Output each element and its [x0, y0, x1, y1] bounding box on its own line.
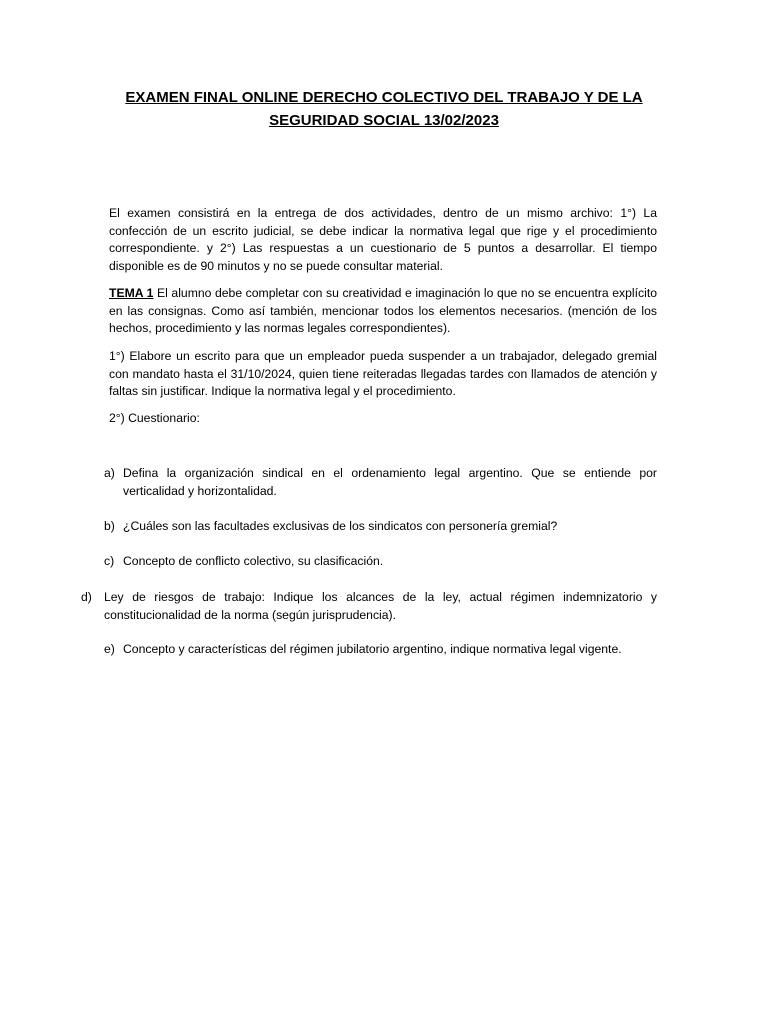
list-marker: e)	[104, 642, 115, 656]
tema-text: El alumno debe completar con su creatividad e imaginación lo que no se encuentra explícito en las consignas. Como así también, mencionar todos los elementos necesarios. (mención de los hechos, procedimiento y las normas legales correspondientes).	[109, 286, 657, 336]
tema-label: TEMA 1	[109, 286, 154, 300]
list-item-text: Ley de riesgos de trabajo: Indique los alcances de la ley, actual régimen indemnizatorio y constitucionalidad de la norma (según jurisprudencia).	[104, 590, 657, 622]
exam-title: EXAMEN FINAL ONLINE DERECHO COLECTIVO DEL TRABAJO Y DE LA SEGURIDAD SOCIAL 13/02/2023	[125, 89, 643, 129]
question-2-paragraph: 2°) Cuestionario:	[109, 411, 200, 425]
list-item-e	[104, 641, 657, 659]
list-marker: c)	[104, 554, 115, 568]
list-item-d	[81, 589, 657, 624]
list-marker: b)	[104, 519, 115, 533]
list-item-c	[104, 553, 657, 571]
list-item-b	[104, 518, 657, 536]
intro-paragraph: El examen consistirá en la entrega de dos actividades, dentro de un mismo archivo: 1°) La confección de un escrito judicial, se debe indicar la normativa legal que rige y el procedimiento correspondiente. y 2°) Las respuestas a un cuestionario de 5 puntos a desarrollar. El tiempo disponible es de 90 minutos y no se puede consultar material.	[109, 206, 657, 273]
list-item-text: Concepto y características del régimen jubilatorio argentino, indique normativa legal vigente.	[123, 642, 622, 656]
list-item-a	[104, 465, 657, 500]
list-item-text: ¿Cuáles son las facultades exclusivas de los sindicatos con personería gremial?	[123, 519, 558, 533]
list-item-text: Defina la organización sindical en el ordenamiento legal argentino. Que se entiende por verticalidad y horizontalidad.	[123, 466, 657, 498]
list-item-text: Concepto de conflicto colectivo, su clasificación.	[123, 554, 384, 568]
tema-paragraph	[109, 285, 657, 338]
list-marker: a)	[104, 466, 115, 480]
question-1-paragraph: 1°) Elabore un escrito para que un empleador pueda suspender a un trabajador, delegado gremial con mandato hasta el 31/10/2024, quien tiene reiteradas llegadas tardes con llamados de atención y faltas sin justificar. Indique la normativa legal y el procedimiento.	[109, 349, 657, 399]
list-marker: d)	[81, 590, 92, 604]
